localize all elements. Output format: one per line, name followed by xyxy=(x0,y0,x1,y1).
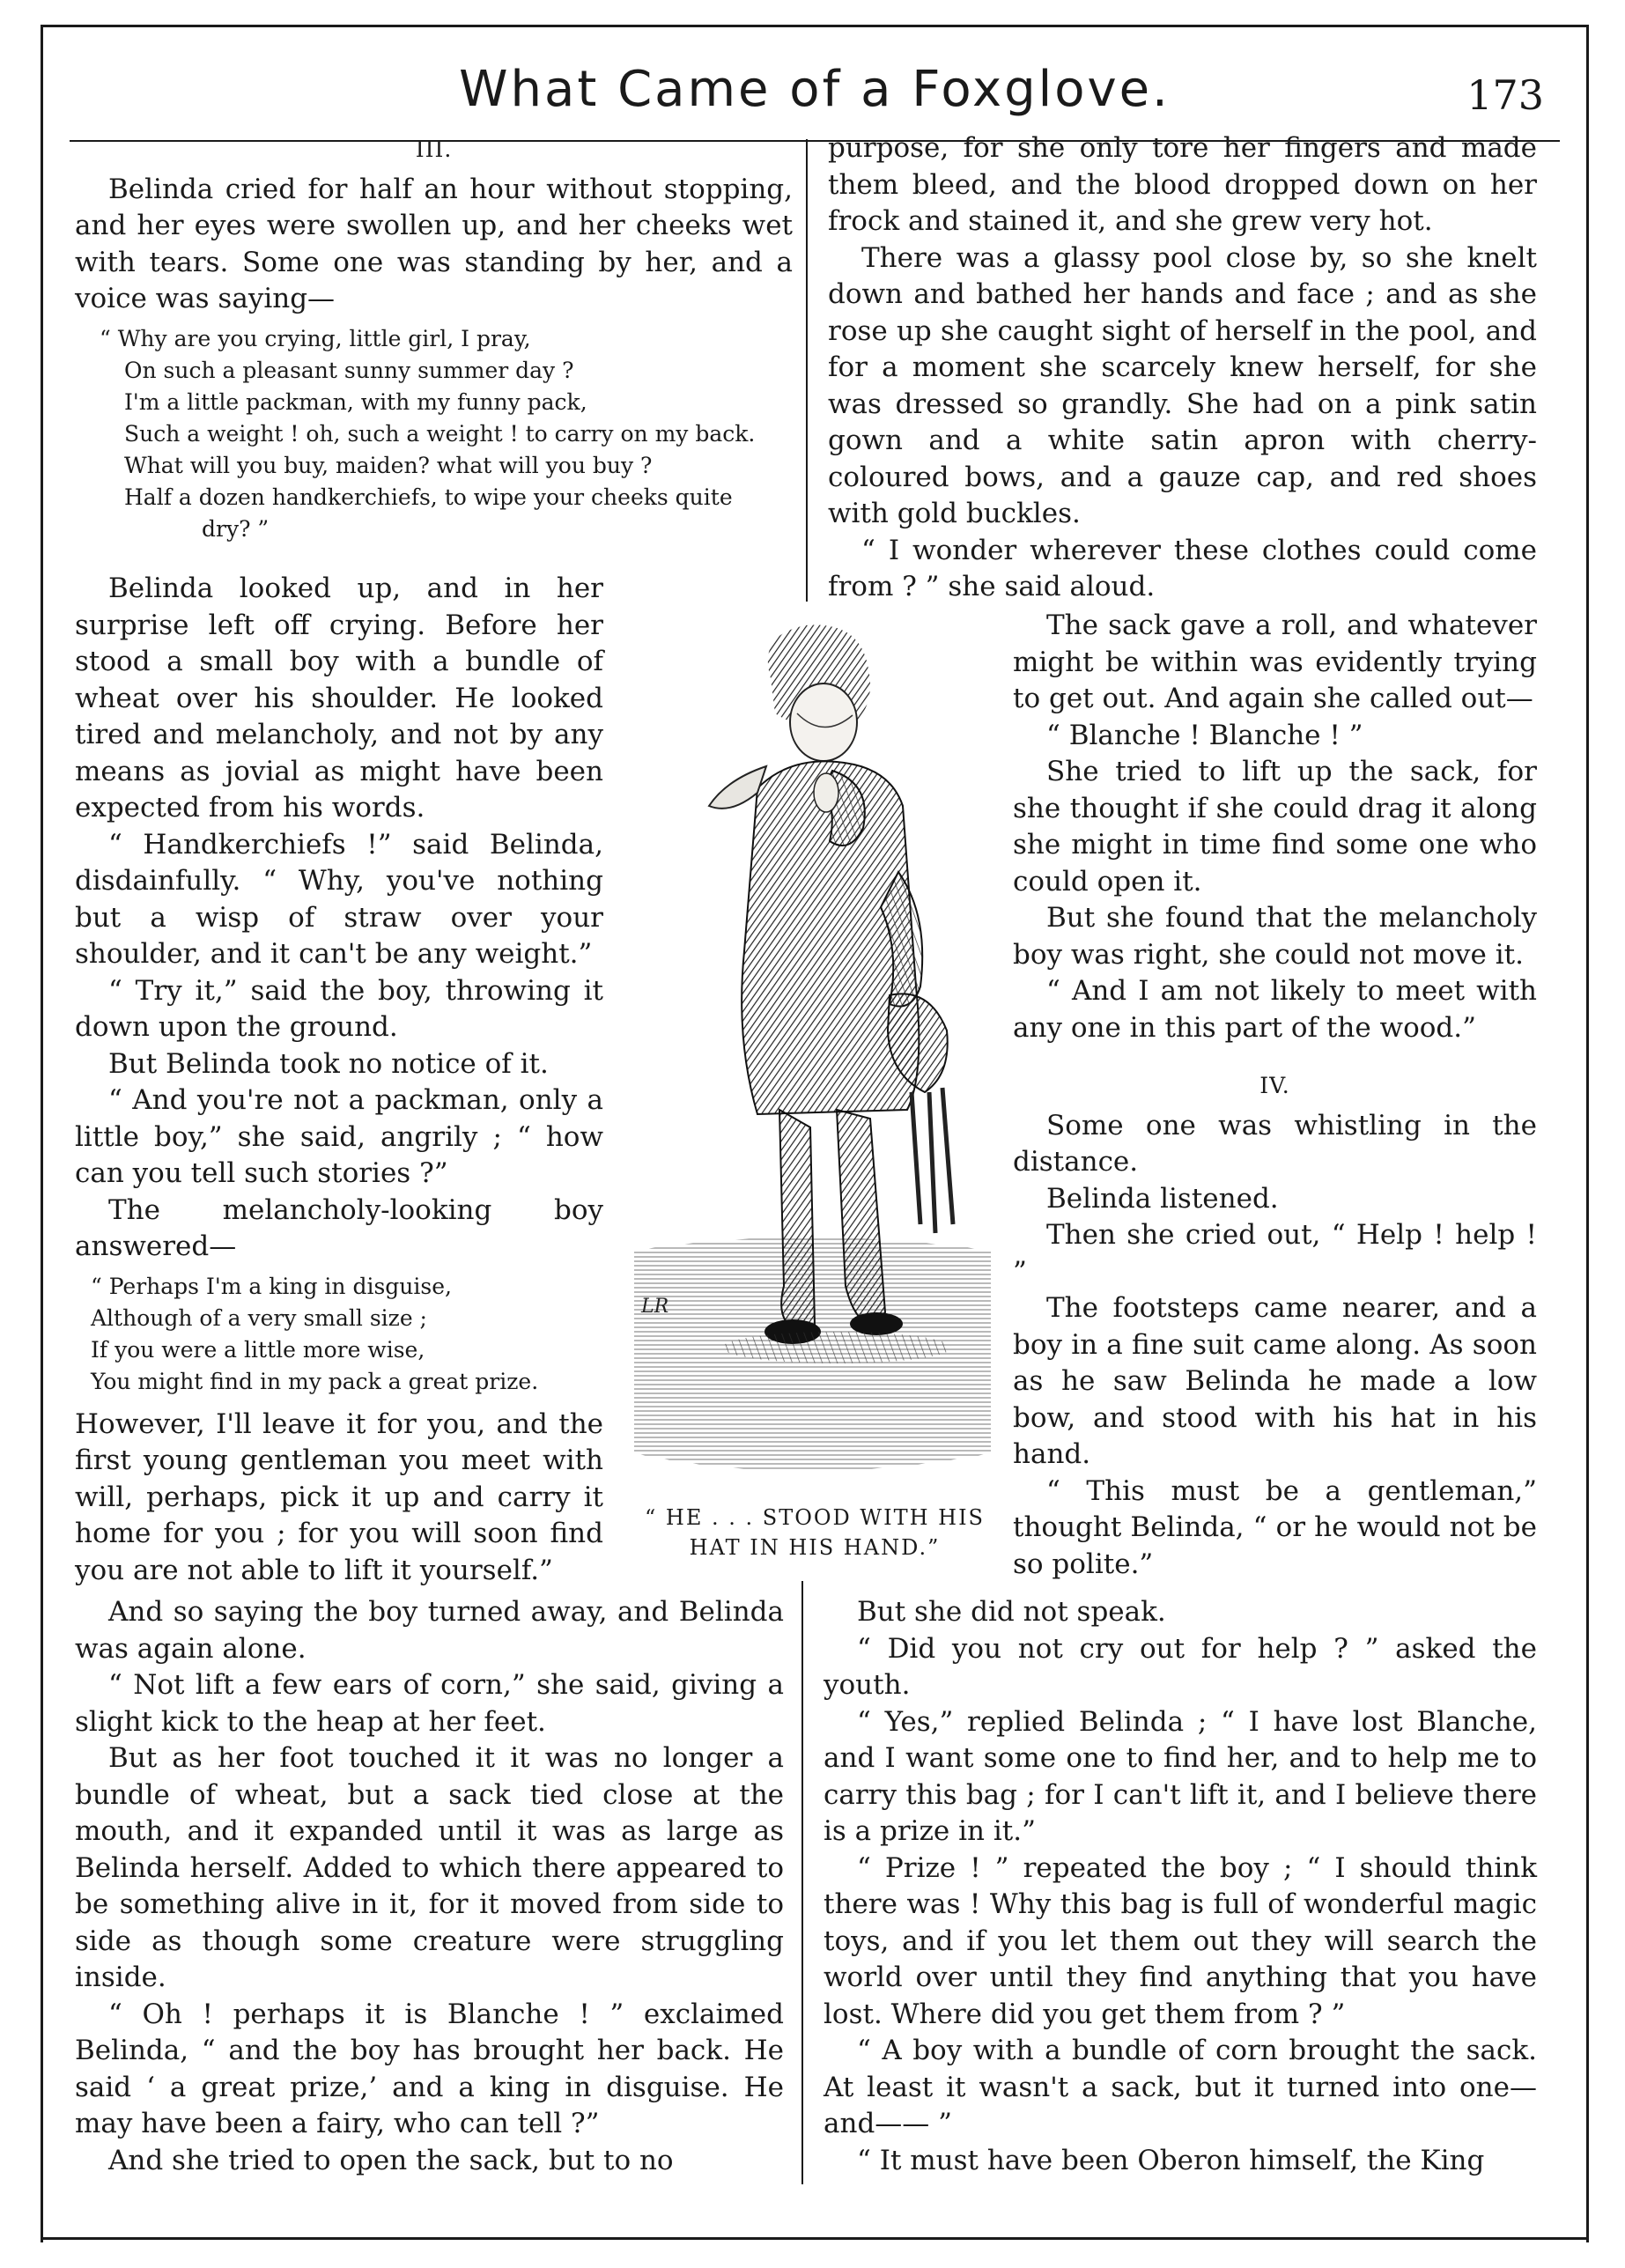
right-column-top xyxy=(828,130,1537,606)
paragraph: But she found that the melancholy boy was right, she could not move it. xyxy=(1013,902,1537,971)
left-column-narrow xyxy=(75,571,603,1589)
paragraph: “ Prize ! ” repeated the boy ; “ I should think there was ! Why this bag is full of wonderful magic toys, and if you let them out they will search the world over until they find anything that you have lost. Where did you get them from ? ” xyxy=(824,1851,1537,2030)
bottom-rule xyxy=(41,2237,1589,2240)
paragraph: “ A boy with a bundle of corn brought the sack. At least it wasn't a sack, but it turned into one—and—— ” xyxy=(824,2035,1537,2139)
paragraph: “ Oh ! perhaps it is Blanche ! ” exclaimed Belinda, “ and the boy has brought her back. He said ‘ a great prize,’ and a king in disguise. He may have been a fairy, who can tell ?” xyxy=(75,1998,784,2139)
page-number: 173 xyxy=(1466,71,1544,119)
boy-with-hat-illustration xyxy=(625,617,1000,1497)
verse-line: Such a weight ! oh, such a weight ! to carry on my back. xyxy=(124,420,756,447)
paragraph: “ Did you not cry out for help ? ” asked the youth. xyxy=(824,1632,1537,1701)
column-divider-bottom xyxy=(801,1581,803,2184)
verse-king xyxy=(91,1271,603,1398)
verse-line: I'm a little packman, with my funny pack, xyxy=(124,388,587,415)
paragraph: But Belinda took no notice of it. xyxy=(108,1047,549,1080)
paragraph: “ Yes,” replied Belinda ; “ I have lost Blanche, and I want some one to find her, and to help me to carry this bag ; for I can't lift it, and I believe there is a prize in it.” xyxy=(824,1705,1537,1847)
right-column-narrow xyxy=(1013,608,1537,1583)
verse-line: If you were a little more wise, xyxy=(91,1336,425,1363)
paragraph: Then she cried out, “ Help ! help ! ” xyxy=(1013,1219,1537,1288)
verse-line: You might find in my pack a great prize. xyxy=(91,1368,539,1394)
column-divider-top xyxy=(806,139,808,602)
section-heading-iv: IV. xyxy=(1259,1073,1290,1098)
illustration-caption xyxy=(608,1503,1022,1562)
verse-line: Although of a very small size ; xyxy=(91,1304,427,1331)
paragraph: “ I wonder wherever these clothes could come from ? ” she said aloud. xyxy=(828,534,1537,602)
paragraph: However, I'll leave it for you, and the first young gentleman you meet with will, perhaps, pick it up and carry it home for you ; for you will soon find you are not able to lift it yourself.” xyxy=(75,1407,603,1586)
verse-line: What will you buy, maiden? what will you buy ? xyxy=(124,452,653,478)
paragraph: “ Not lift a few ears of corn,” she said, giving a slight kick to the heap at her feet. xyxy=(75,1669,784,1738)
verse-line: “ Perhaps I'm a king in disguise, xyxy=(91,1273,452,1299)
section-heading-iii: III. xyxy=(415,137,453,162)
paragraph: She tried to lift up the sack, for she thought if she could drag it along she might in time find some one who could open it. xyxy=(1013,756,1537,898)
verse-line: Half a dozen handkerchiefs, to wipe your cheeks quite xyxy=(124,484,733,510)
left-column-top xyxy=(75,126,793,554)
paragraph: “ Handkerchiefs !” said Belinda, disdainfully. “ Why, you've nothing but a wisp of straw over your shoulder, and it can't be any weight.” xyxy=(75,828,603,970)
paragraph: The sack gave a roll, and whatever might be within was evidently trying to get out. And again she called out— xyxy=(1013,609,1537,714)
verse-line: On such a pleasant sunny summer day ? xyxy=(124,357,574,383)
right-column-bottom xyxy=(824,1594,1537,2179)
paragraph: “ And I am not likely to meet with any one in this part of the wood.” xyxy=(1013,975,1537,1044)
paragraph: The footsteps came nearer, and a boy in a fine suit came along. As soon as he saw Belinda he made a low bow, and stood with his hat in his hand. xyxy=(1013,1292,1537,1470)
page-title: What Came of a Foxglove. xyxy=(459,61,1171,118)
paragraph: And so saying the boy turned away, and Belinda was again alone. xyxy=(75,1596,784,1665)
paragraph: The melancholy-looking boy answered— xyxy=(75,1193,603,1262)
paragraph: Belinda looked up, and in her surprise left off crying. Before her stood a small boy with a bundle of wheat over his shoulder. He looked tired and melancholy, and not by any means as jovial as might have been expected from his words. xyxy=(75,573,603,824)
paragraph: But she did not speak. xyxy=(857,1596,1166,1628)
caption-line: “ HE . . . STOOD WITH HIS xyxy=(645,1505,985,1530)
verse-line: “ Why are you crying, little girl, I pray, xyxy=(100,325,531,351)
paragraph: “ Try it,” said the boy, throwing it down upon the ground. xyxy=(75,974,603,1043)
paragraph: There was a glassy pool close by, so she knelt down and bathed her hands and face ; and as she rose up she caught sight of herself in the pool, and for a moment she scarcely knew herself, for she was dressed so grandly. She had on a pink satin gown and a white satin apron with cherry-coloured bows, and a gauze cap, and red shoes with gold buckles. xyxy=(828,241,1537,529)
paragraph: Belinda listened. xyxy=(1046,1182,1279,1215)
verse-line: dry? ” xyxy=(202,515,270,542)
paragraph: “ And you're not a packman, only a little boy,” she said, angrily ; “ how can you tell such stories ?” xyxy=(75,1084,603,1189)
caption-line: HAT IN HIS HAND.” xyxy=(689,1535,941,1560)
paragraph: Belinda cried for half an hour without stopping, and her eyes were swollen up, and her cheeks wet with tears. Some one was standing by her, and a voice was saying— xyxy=(75,173,793,314)
paragraph: “ Blanche ! Blanche ! ” xyxy=(1046,719,1363,751)
verse-packman xyxy=(100,323,793,545)
paragraph: Some one was whistling in the distance. xyxy=(1013,1109,1537,1178)
paragraph: But as her foot touched it it was no longer a bundle of wheat, but a sack tied close at the mouth, and it expanded until it was as large as Belinda herself. Added to which there appeared to be something alive in it, for it moved from side to side as though some creature were struggling inside. xyxy=(75,1742,784,1993)
paragraph: purpose, for she only tore her fingers and made them bleed, and the blood dropped down on her frock and stained it, and she grew very hot. xyxy=(828,132,1537,237)
paragraph: And she tried to open the sack, but to no xyxy=(108,2144,674,2176)
left-column-bottom xyxy=(75,1594,784,2179)
paragraph: “ It must have been Oberon himself, the King xyxy=(857,2144,1485,2176)
artist-monogram: LR xyxy=(641,1296,669,1318)
paragraph: “ This must be a gentleman,” thought Belinda, “ or he would not be so polite.” xyxy=(1013,1474,1537,1580)
